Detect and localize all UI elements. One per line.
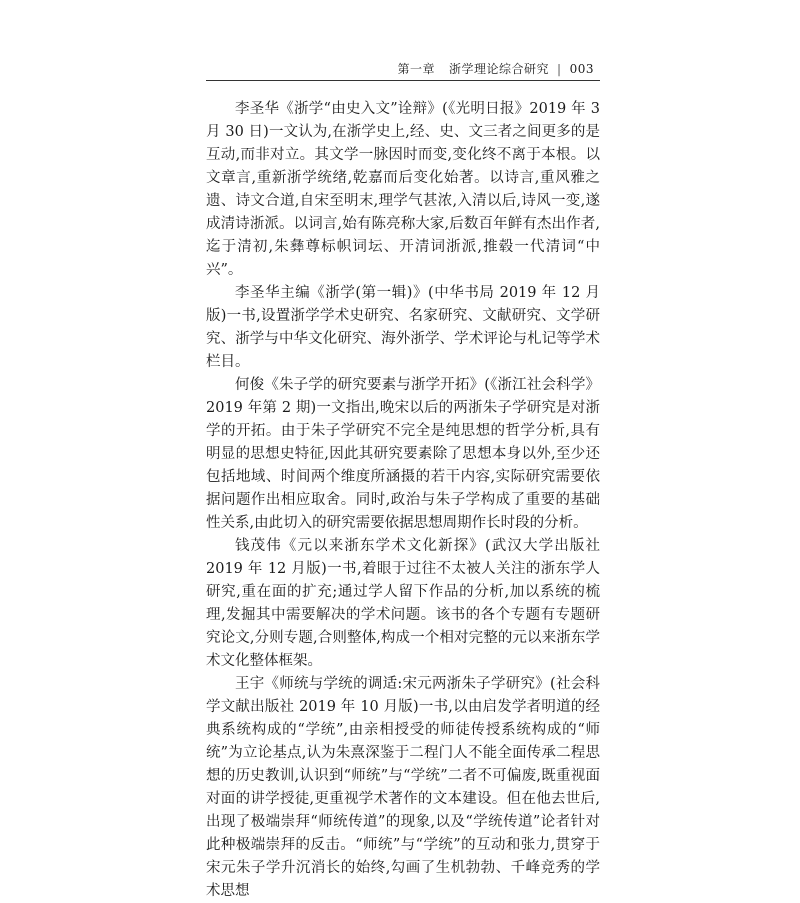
running-header	[398, 60, 594, 77]
header-separator: |	[557, 61, 562, 76]
body-text	[206, 98, 600, 903]
paragraph: 王宇《师统与学统的调适:宋元两浙朱子学研究》(社会科学文献出版社 2019 年 10 月版)一书,以由启发学者明道的经典系统构成的“学统”,由亲相授受的师徒传授系统构成的“师统”为立论基点,认为朱熹深鉴于二程门人不能全面传承二程思想的历史教训,认识到“师统”与“学统”二者不可偏废,既重视面对面的讲学授徒,更重视学术著作的文本建设。但在他去世后,出现了极端崇拜“师统传道”的现象,以及“学统传道”论者针对此种极端崇拜的反击。“师统”与“学统”的互动和张力,贯穿于宋元朱子学升沉消长的始终,勾画了生机勃勃、千峰竞秀的学术思想	[206, 676, 600, 899]
chapter-title: 浙学理论综合研究	[449, 62, 550, 76]
paragraph: 钱茂伟《元以来浙东学术文化新探》(武汉大学出版社 2019 年 12 月版)一书,着眼于过往不太被人关注的浙东学人研究,重在面的扩充;通过学人留下作品的分析,加以系统的梳理,发掘其中需要解决的学术问题。该书的各个专题有专题研究论文,分则专题,合则整体,构成一个相对完整的元以来浙东学术文化整体框架。	[206, 538, 600, 669]
page-number: 003	[569, 61, 594, 76]
chapter-label: 第一章	[397, 62, 436, 76]
header-rule	[206, 80, 600, 81]
paragraph: 李圣华《浙学“由史入文”诠辩》(《光明日报》2019 年 3 月 30 日)一文认为,在浙学史上,经、史、文三者之间更多的是互动,而非对立。其文学一脉因时而变,变化终不离于本根。以文章言,重新浙学统绪,乾嘉而后变化始著。以诗言,重风雅之遗、诗文合道,自宋至明末,理学气甚浓,入清以后,诗风一变,遂成清诗浙派。以词言,始有陈亮称大家,后数百年鲜有杰出作者,迄于清初,朱彝尊标帜词坛、开清词浙派,推毂一代清词“中兴”。	[206, 101, 600, 278]
paragraph: 何俊《朱子学的研究要素与浙学开拓》(《浙江社会科学》2019 年第 2 期)一文指出,晚宋以后的两浙朱子学研究是对浙学的开拓。由于朱子学研究不完全是纯思想的哲学分析,具有明显的思想史特征,因此其研究要素除了思想本身以外,至少还包括地域、时间两个维度所涵摄的若干内容,实际研究需要依据问题作出相应取舍。同时,政治与朱子学构成了重要的基础性关系,由此切入的研究需要依据思想周期作长时段的分析。	[206, 377, 600, 531]
paragraph: 李圣华主编《浙学(第一辑)》(中华书局 2019 年 12 月版)一书,设置浙学学术史研究、名家研究、文献研究、文学研究、浙学与中华文化研究、海外浙学、学术评论与札记等学术栏目。	[206, 285, 600, 370]
